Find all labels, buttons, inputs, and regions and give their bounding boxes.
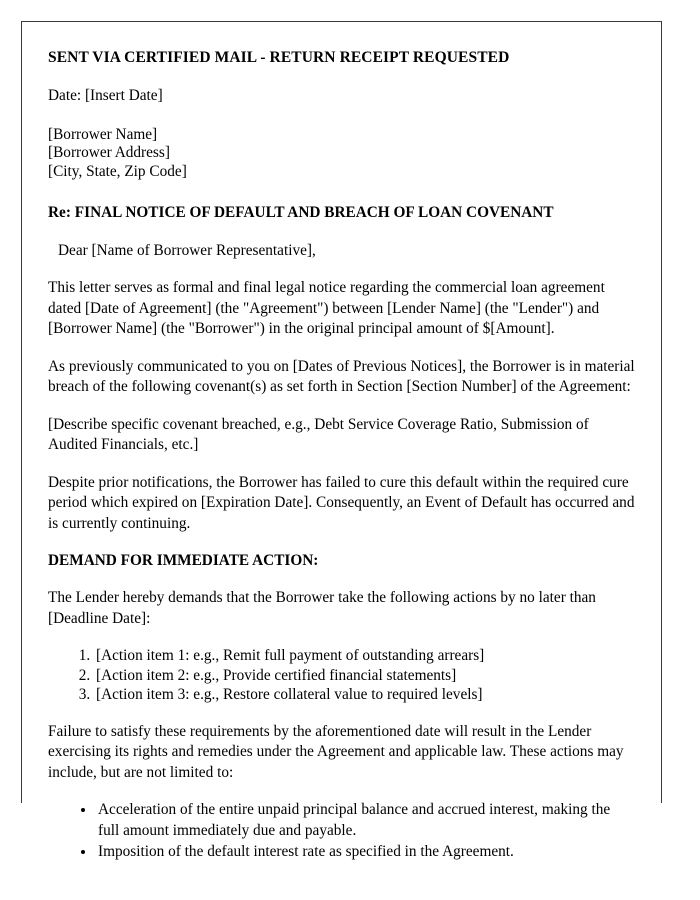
list-item: • Imposition of the default interest rate as specified in the Agreement. — [96, 842, 635, 863]
list-item: 2. [Action item 2: e.g., Provide certified financial statements] — [94, 666, 635, 686]
paragraph-cure-failure: Despite prior notifications, the Borrower has failed to cure this default within the required cure period which expired on [Expiration Date]. Consequently, an Event of Default has occurred and is currently continuing. — [48, 473, 635, 532]
recipient-name: [Borrower Name] — [48, 125, 158, 143]
document-content — [22, 22, 663, 864]
list-item: 1. [Action item 1: e.g., Remit full payment of outstanding arrears] — [94, 646, 635, 666]
paragraph-demand-intro: The Lender hereby demands that the Borrower take the following actions by no later than [Deadline Date]: — [48, 589, 596, 627]
paragraph-covenant-placeholder: [Describe specific covenant breached, e.g., Debt Service Coverage Ratio, Submission of Audited Financials, etc.] — [48, 415, 589, 453]
recipient-address: [Borrower Address] — [48, 144, 170, 161]
list-item: • Acceleration of the entire unpaid principal balance and accrued interest, making the full amount immediately due and payable. — [96, 800, 635, 841]
subject-label: Re: — [48, 204, 71, 221]
demand-section-heading: DEMAND FOR IMMEDIATE ACTION: — [48, 552, 319, 569]
page-title: SENT VIA CERTIFIED MAIL - RETURN RECEIPT REQUESTED — [48, 49, 510, 66]
paragraph-breach-notice: As previously communicated to you on [Dates of Previous Notices], the Borrower is in material breach of the following covenant(s) as set forth in Section [Section Number] of the Agreement: — [48, 357, 635, 395]
subject-line — [48, 203, 635, 223]
salutation: Dear [Name of Borrower Representative], — [58, 242, 316, 259]
document-page — [21, 21, 662, 860]
paragraph-consequences-intro: Failure to satisfy these requirements by the aforementioned date will result in the Lender exercising its rights and remedies under the Agreement and applicable law. These actions may include, but are not limited to: — [48, 722, 624, 781]
action-items-list — [48, 646, 635, 705]
paragraph-intro: This letter serves as formal and final legal notice regarding the commercial loan agreement dated [Date of Agreement] (the "Agreement") between [Lender Name] (the "Lender") and [Borrower Name] (the "Borrower") in the original principal amount of $[Amount]. — [48, 279, 605, 337]
date-line: Date: [Insert Date] — [48, 87, 163, 104]
recipient-address-block — [48, 126, 635, 182]
list-item: 3. [Action item 3: e.g., Restore collateral value to required levels] — [94, 685, 635, 705]
subject-text: FINAL NOTICE OF DEFAULT AND BREACH OF LOAN COVENANT — [74, 204, 554, 221]
recipient-city-state-zip: [City, State, Zip Code] — [48, 162, 187, 180]
remedies-list — [48, 800, 635, 863]
